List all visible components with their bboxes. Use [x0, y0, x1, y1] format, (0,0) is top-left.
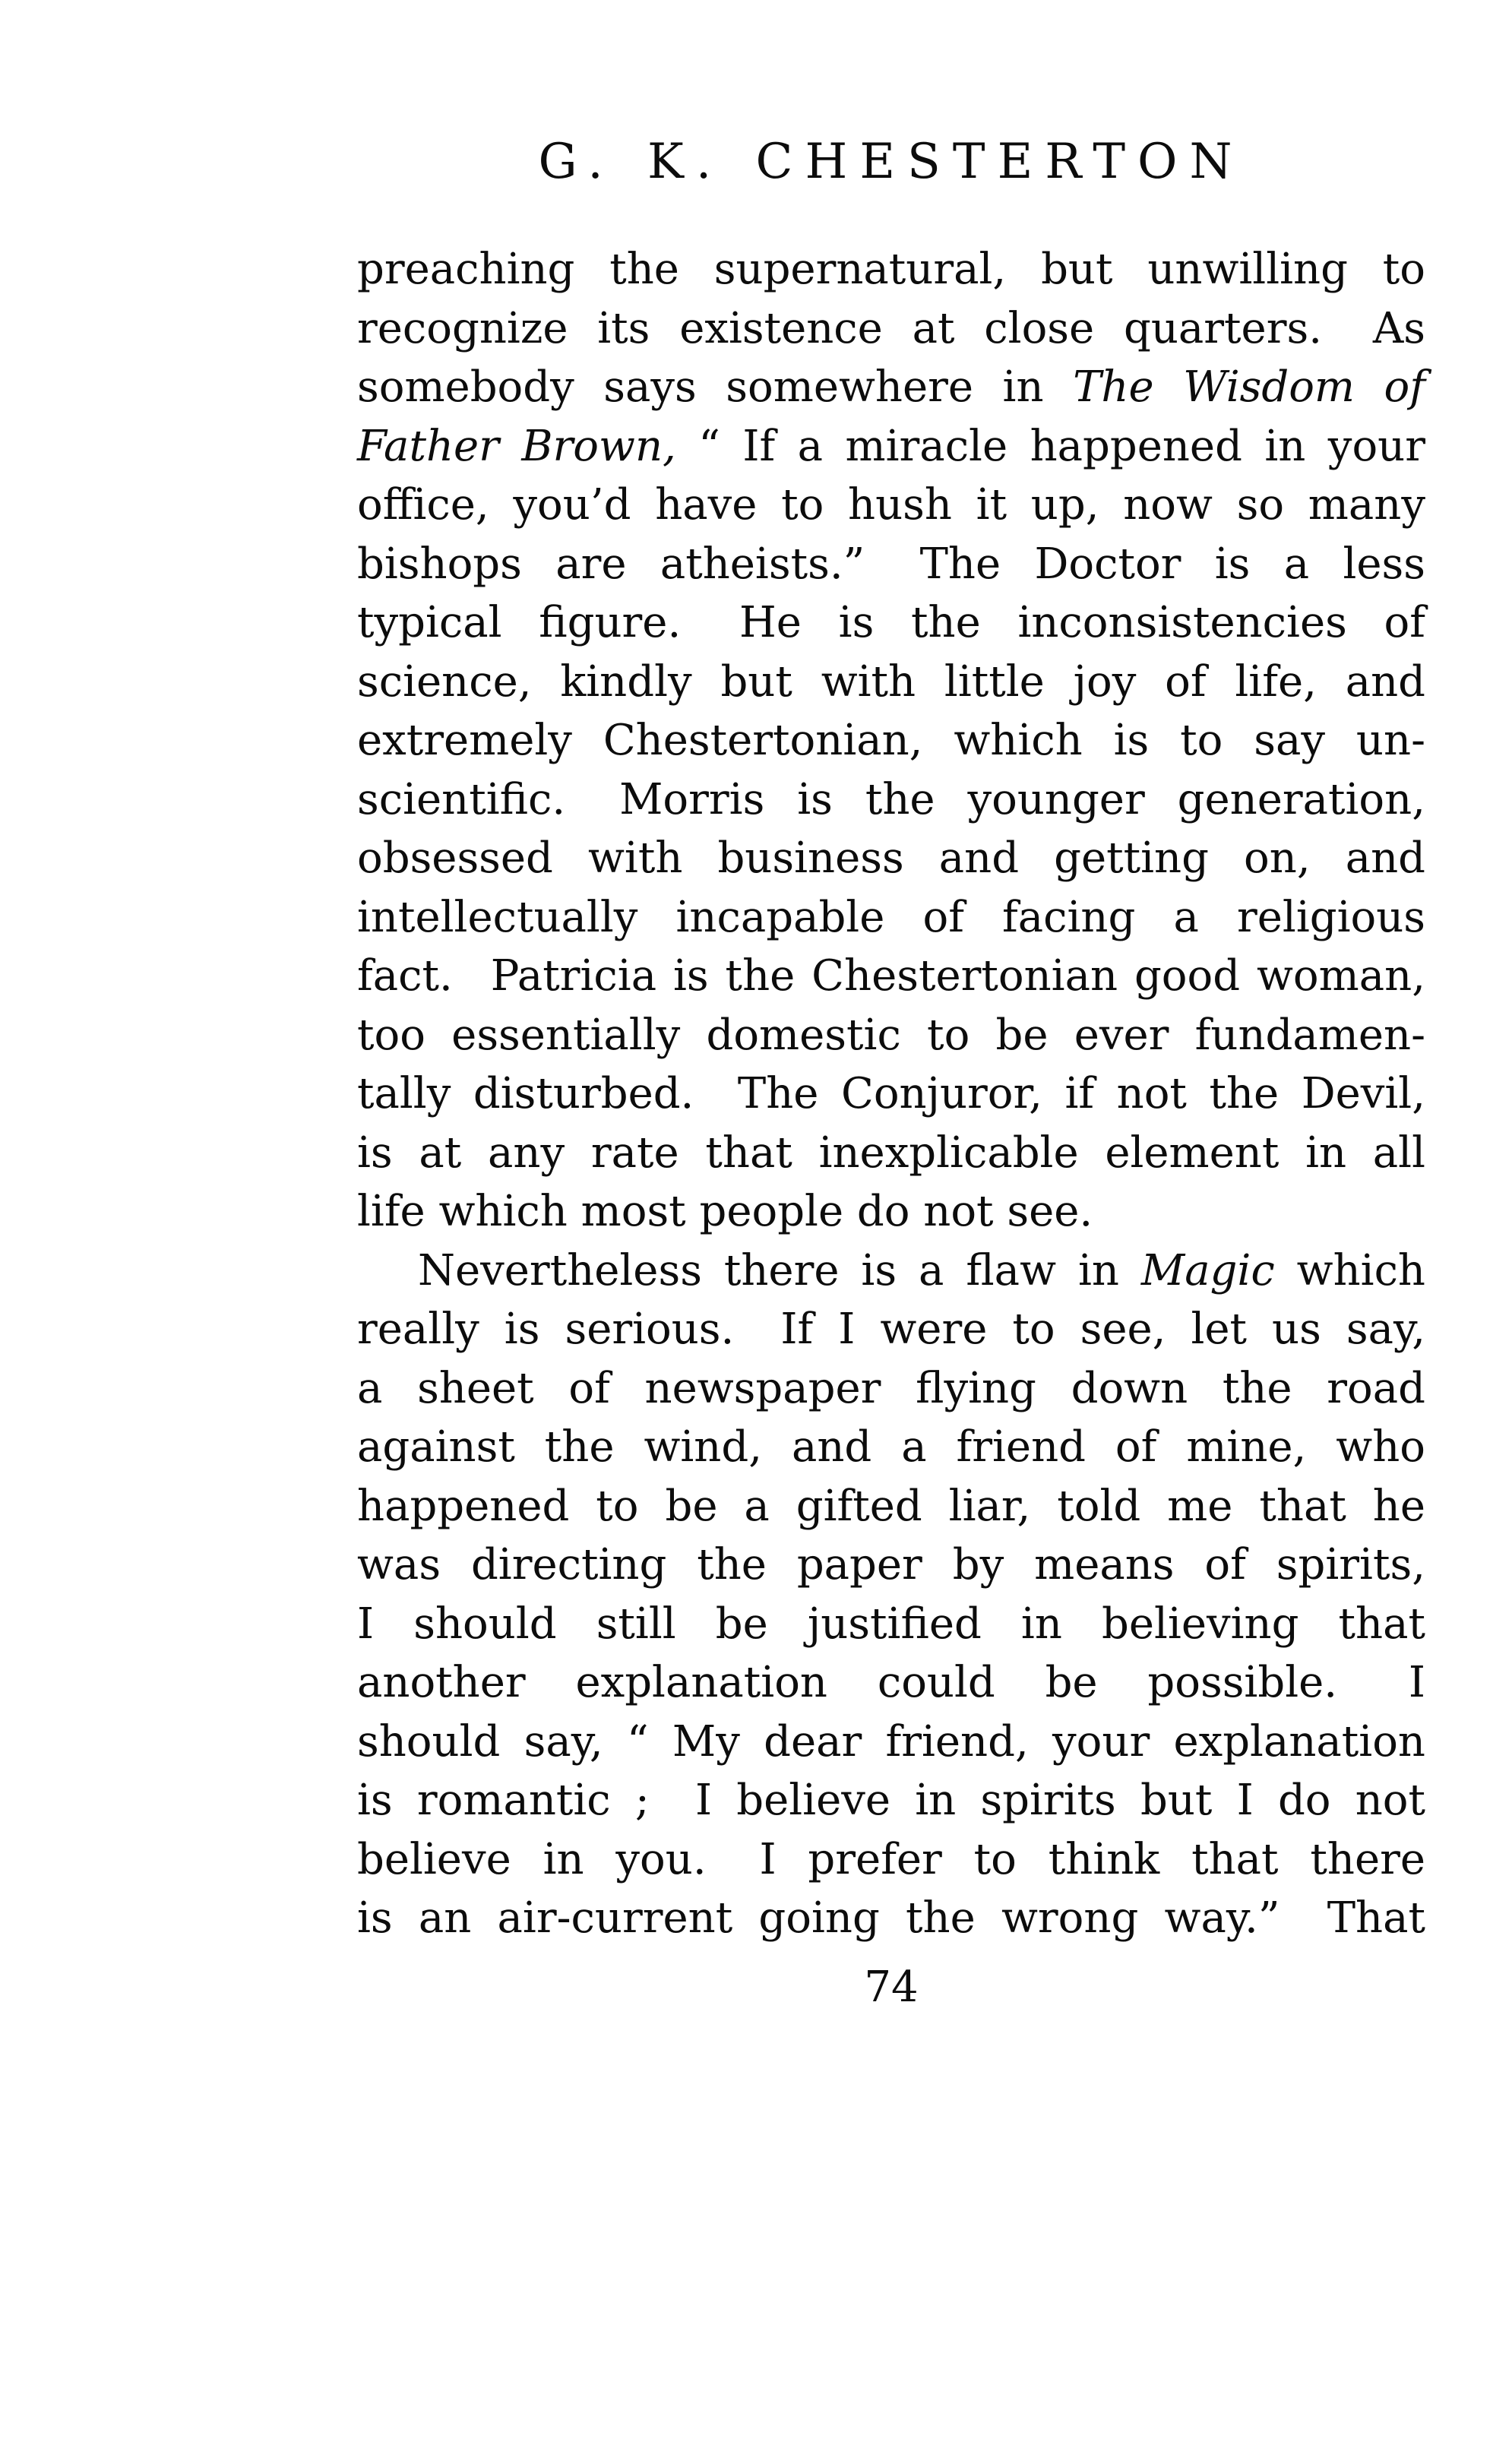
text-segment: which [1274, 1245, 1425, 1295]
text-line [357, 476, 1425, 535]
text-line [357, 593, 1425, 653]
text-segment: preaching the supernatural, but unwilling to [357, 245, 1425, 294]
text-segment: is at any rate that inexplicable element in all [357, 1128, 1425, 1178]
text-segment: another explanation could be possible. I [357, 1658, 1425, 1707]
text-line [357, 1064, 1425, 1124]
text-segment: believe in you. I prefer to think that there [357, 1834, 1425, 1884]
text-line [357, 1300, 1425, 1359]
text-line [357, 1771, 1425, 1830]
text-segment: against the wind, and a friend of mine, who [357, 1422, 1425, 1472]
text-line [357, 1006, 1425, 1065]
text-line [357, 535, 1425, 594]
text-segment: bishops are atheists.” The Doctor is a less [357, 539, 1425, 589]
text-line [357, 1124, 1425, 1183]
text-line [357, 1477, 1425, 1536]
page-title: G. K. CHESTERTON [538, 134, 1245, 190]
text-segment: scientific. Morris is the younger generation, [357, 774, 1425, 824]
text-segment: I should still be justified in believing that [357, 1599, 1425, 1649]
text-segment: science, kindly but with little joy of life, and [357, 656, 1425, 707]
text-line [357, 1418, 1425, 1477]
text-segment: “ If a miracle happened in your [675, 421, 1425, 471]
text-line [357, 1713, 1425, 1772]
text-segment: too essentially domestic to be ever fundamen- [357, 1010, 1425, 1060]
text-line [357, 770, 1425, 830]
text-segment: tally disturbed. The Conjuror, if not the Devil, [357, 1069, 1425, 1118]
text-segment: Nevertheless there is a flaw in [418, 1245, 1141, 1295]
text-line [357, 1182, 1425, 1241]
text-segment: happened to be a gifted liar, told me that he [357, 1481, 1425, 1531]
text-segment: is romantic ; I believe in spirits but I do not [357, 1776, 1425, 1825]
text-line [357, 1595, 1425, 1654]
text-segment: office, you’d have to hush it up, now so many [357, 480, 1425, 530]
text-block [357, 135, 1425, 2010]
text-line [357, 653, 1425, 712]
text-segment: should say, “ My dear friend, your explanation [357, 1716, 1425, 1767]
text-line [357, 1830, 1425, 1890]
italic-text: Magic [1140, 1245, 1275, 1295]
text-segment: fact. Patricia is the Chestertonian good woman, [357, 951, 1425, 1001]
text-line [357, 1653, 1425, 1713]
text-line [357, 1536, 1425, 1595]
text-line [357, 240, 1425, 299]
text-line [357, 829, 1425, 888]
text-line [357, 358, 1425, 417]
text-line [357, 1241, 1425, 1301]
text-line [357, 711, 1425, 770]
text-segment: intellectually incapable of facing a religious [357, 892, 1425, 942]
text-segment: really is serious. If I were to see, let us say, [357, 1305, 1425, 1354]
text-line [357, 947, 1425, 1006]
text-segment: is an air-current going the wrong way.” That [357, 1893, 1425, 1943]
page-number: 74 [864, 1962, 919, 2012]
body-text [357, 240, 1425, 1948]
text-segment: obsessed with business and getting on, and [357, 833, 1425, 883]
text-segment: life which most people do not see. [357, 1187, 1093, 1236]
text-line [357, 299, 1425, 359]
text-line [357, 1889, 1425, 1948]
text-segment: recognize its existence at close quarters. As [357, 303, 1425, 353]
italic-text: The Wisdom of [1073, 362, 1425, 412]
text-line [357, 1359, 1425, 1419]
text-line [357, 888, 1425, 947]
italic-text: Father Brown, [357, 421, 676, 471]
text-segment: extremely Chestertonian, which is to say un- [357, 716, 1425, 765]
text-segment: a sheet of newspaper flying down the road [357, 1363, 1425, 1413]
text-segment: somebody says somewhere in [357, 362, 1074, 412]
text-line [357, 417, 1425, 476]
text-segment: was directing the paper by means of spirits, [357, 1540, 1425, 1589]
text-segment: typical figure. He is the inconsistencies of [357, 598, 1425, 647]
